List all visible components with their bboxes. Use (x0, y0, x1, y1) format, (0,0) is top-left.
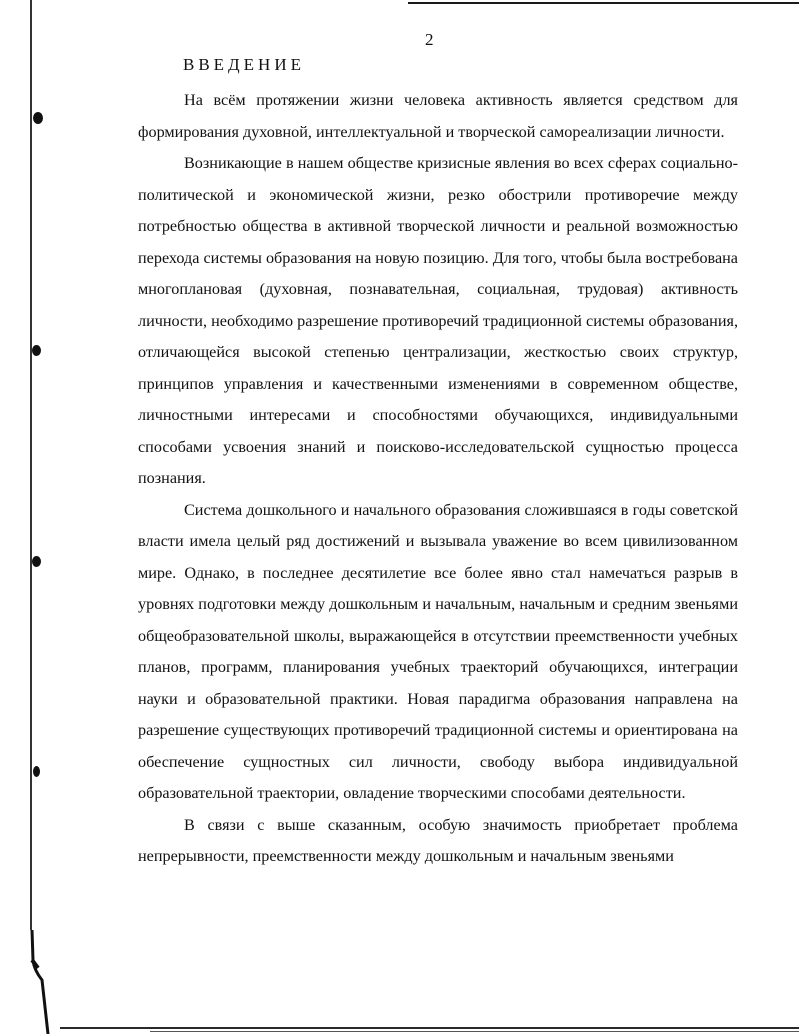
paragraph: Система дошкольного и начального образования сложившаяся в годы советской власти имела целый ряд достижений и вызывала уважение во всем цивилизованном мире. Однако, в последнее десятилетие все более явно стал намечаться разрыв в уровнях подготовки между дошкольным и начальным, начальным и средним звеньями общеобразовательной школы, выражающейся в отсутствии преемственности учебных планов, программ, планирования учебных траекторий обучающихся, интеграции науки и образовательной практики. Новая парадигма образования направлена на разрешение существующих противоречий традиционной системы и ориентирована на обеспечение сущностных сил личности, свободу выбора индивидуальной образовательной траектории, овладение творческими способами деятельности. (138, 500, 738, 802)
bottom-edge-rule-secondary (150, 1031, 799, 1032)
left-margin-line (30, 0, 32, 930)
top-edge-rule (408, 2, 799, 4)
page-number: 2 (425, 30, 434, 49)
scan-hole-mark (33, 112, 43, 124)
bottom-edge-rule (60, 1027, 799, 1029)
scan-hole-mark (33, 766, 40, 777)
body-text (138, 85, 738, 873)
scan-hole-mark (32, 345, 41, 356)
section-heading: ВВЕДЕНИЕ (183, 55, 305, 74)
paragraph: В связи с выше сказанным, особую значимость приобретает проблема непрерывности, преемственности между дошкольным и начальным звеньями (138, 815, 738, 865)
paragraph: На всём протяжении жизни человека активность является средством для формирования духовной, интеллектуальной и творческой самореализации личности. (138, 91, 738, 141)
scan-hole-mark (32, 556, 41, 567)
binding-edge-mark (28, 930, 58, 1034)
paragraph: Возникающие в нашем обществе кризисные явления во всех сферах социально-политической и экономической жизни, резко обострили противоречие между потребностью общества в активной творческой личности и реальной возможностью перехода системы образования на новую позицию. Для того, чтобы была востребована многоплановая (духовная, познавательная, социальная, трудовая) активность личности, необходимо разрешение противоречий традиционной системы образования, отличающейся высокой степенью централизации, жесткостью своих структур, принципов управления и качественными изменениями в современном обществе, личностными интересами и способностями обучающихся, индивидуальными способами усвоения знаний и поисково-исследовательской сущностью процесса познания. (138, 154, 738, 487)
